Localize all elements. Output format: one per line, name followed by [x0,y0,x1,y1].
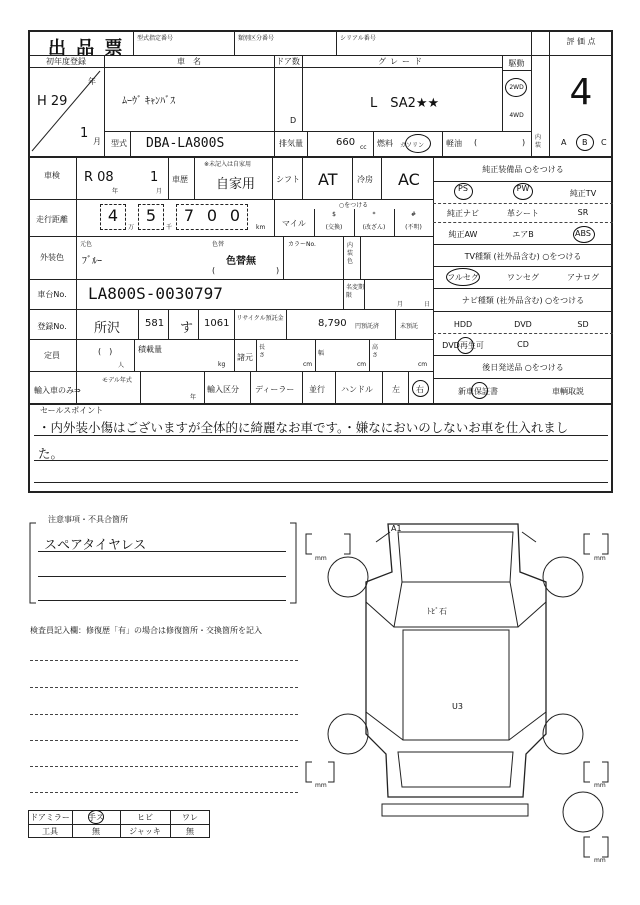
drive-2wd-circle [505,78,527,97]
diagram-mm-1: mm [315,555,327,562]
drive-2wd: 2WD [509,83,524,91]
registration-plate: 1061 [204,318,230,329]
drive-label: 駆動 [508,58,525,68]
diagram-mm-4: mm [594,782,606,789]
inspector-label: 検査員記入欄：修復歴「有」の場合は修復箇所・交換箇所を記入 [30,626,262,635]
color-orig-label: 元色 [80,241,93,248]
registration-city: 所沢 [94,321,121,336]
dims-height: 高さ [372,344,379,359]
mileage-label: 走行距離 [36,215,68,224]
footer-mirror-value: 手ス [88,813,104,822]
interior-label: 内装 [535,134,542,149]
mileage-d5: 0 [229,206,241,225]
import-model-year: モデル年式 [102,377,132,384]
mileage-man: 万 [128,224,135,231]
inspection-value: R 08 [84,170,114,185]
car-name-value: ﾑｰｳﾞ ｷｬﾝﾊﾞｽ [122,96,176,107]
diesel-paren-open: ( [474,138,478,147]
capacity-label: 定員 [44,351,60,360]
mileage-dollar: $ [332,211,336,218]
inspection-label: 車検 [44,171,60,180]
inspection-year: 年 [112,188,119,195]
interior-b-circle [576,134,594,151]
dims-height-cm: cm [418,361,428,368]
history-label: 車歴 [172,175,188,184]
grade-label: グレード [378,57,426,66]
dims-label: 諸元 [237,353,253,362]
car-name-label: 車 名 [177,57,201,66]
history-note: ※未記入は自家用 [204,161,252,168]
equip-aw: 純正AW [448,230,478,239]
fuel-gasoline-circle [405,134,431,153]
ac-label: 冷房 [357,175,373,184]
diagram-u3: U3 [452,702,463,711]
import-year: 年 [190,394,197,401]
disp-label: 排気量 [279,139,303,148]
inspection-month-suffix: 月 [156,188,163,195]
fuel-diesel: 軽油 [446,139,462,148]
recycle-label: リサイクル預託金 [236,315,284,322]
footer-ware: ワレ [182,813,198,822]
footer-mirror: ドアミラー [30,813,70,822]
mileage-d2: 5 [145,206,157,225]
diagram-mm-3: mm [315,782,327,789]
chassis-label: 車台No. [37,290,67,299]
footer-tools-value: 無 [92,827,100,836]
recycle-unpaid: 未預託 [400,323,419,330]
category-label: 類別区分番号 [238,35,275,42]
mileage-swap: (交換) [325,224,343,231]
disp-value: 660 [336,137,356,148]
import-right: 右 [416,385,424,394]
mileage-d4: 0 [206,206,218,225]
drive-4wd: 4WD [509,111,524,119]
import-label: 輸入車のみ⇒ [34,386,81,395]
registration-num: 581 [145,318,165,329]
first-reg-era: H 29 [37,94,68,109]
notes-bracket [28,517,298,607]
import-type: 輸入区分 [207,385,239,394]
import-dealer: ディーラー [255,385,295,394]
mileage-circle-note: ○をつける [338,202,369,209]
equip-leather: 革シート [507,209,539,218]
capacity-person: 人 [118,362,125,369]
mileage-star: * [372,211,376,218]
navi-label: ナビ種類 (社外品含む) ○をつける [461,296,585,305]
color-paren-close: ) [276,266,280,275]
color-repaint-label: 色替 [212,241,225,248]
dims-length-cm: cm [303,361,313,368]
dims-width-cm: cm [357,361,367,368]
colorno-label: カラーNo. [288,241,316,248]
recycle-value: 8,790 [318,318,347,329]
sales-label: セールスポイント [40,406,104,415]
equip-pw-circle [513,183,533,200]
serial-label: シリアル番号 [340,35,376,42]
navi-sd: SD [577,320,589,329]
page-title: 出 品 票 [48,38,125,59]
mileage-tamper: (改ざん) [362,224,386,231]
load-label: 積載量 [138,345,162,354]
diagram-tobi: ﾄﾋﾞ石 [427,607,447,616]
mileage-hash: # [410,211,417,218]
door-value: D [290,116,297,125]
color-paren-open: ( [212,266,216,275]
first-reg-month-suffix: 月 [93,137,101,146]
diagram-mm-5: mm [594,857,606,864]
interior-color-label: 内装色 [347,242,354,265]
car-diagram [298,512,614,867]
navi-dvd: DVD [514,320,532,329]
equip-navi: 純正ナビ [447,209,479,218]
interior-a: A [561,138,567,147]
name-change-month: 月 [397,301,404,308]
registration-kana: す [180,321,194,336]
color-label: 外装色 [40,253,64,262]
equip-sr: SR [577,208,589,217]
equip-airbag: エアB [512,230,534,239]
dims-width: 幅 [318,350,325,357]
sales-line-1: ・内外装小傷はございますが全体的に綺麗なお車です。・嫌なにおいのしないお車を仕入れまし [38,420,569,435]
footer-jack: ジャッキ [129,827,161,836]
mileage-d1: 4 [107,206,119,225]
footer-jack-value: 無 [186,827,194,836]
footer-hibi: ヒビ [137,813,153,822]
capacity-paren: ( ) [98,347,113,356]
mileage-sen: 千 [166,224,173,231]
recycle-unit: 円預託済 [355,323,380,330]
import-left: 左 [392,385,400,394]
equip-tv: 純正TV [569,189,597,198]
score-value: 4 [569,71,593,113]
color-orig: ﾌﾞﾙｰ [82,256,102,267]
later-label: 後日発送品 ○をつける [482,363,564,372]
equip-ps-circle [454,183,473,200]
doors-label: ドア数 [276,57,300,66]
first-reg-label: 初年度登録 [46,57,86,66]
history-value: 自家用 [216,177,256,192]
disp-unit: cc [360,144,367,151]
warranty: 新車保証書 [458,387,498,396]
name-change-day: 日 [424,301,431,308]
import-right-circle [412,380,429,397]
warranty-circle [471,382,488,399]
import-parallel: 並行 [309,385,325,394]
tv-analog: アナログ [567,273,599,282]
grade-value: L SA2★★ [370,96,440,111]
fuel-label: 燃料 [377,139,393,148]
first-reg-month: 1 [80,126,89,141]
tv-fullseg: フルセグ [447,273,479,282]
navi-hdd: HDD [453,320,473,329]
sales-line-2: た。 [38,446,64,461]
equip-label: 純正装備品 ○をつける [482,165,564,174]
footer-mirror-circle [88,810,104,824]
mileage-unknown: (不明) [405,224,422,231]
fuel-gasoline: ガソリン [400,142,425,149]
equip-abs-circle [573,226,595,243]
load-kg: kg [218,361,226,368]
ac-value: AC [398,170,420,189]
tv-fullseg-circle [446,268,480,286]
mileage-km: km [256,224,266,231]
dvd-play: DVD再生可 [442,341,484,350]
tv-label: TV種類 (社外品含む) ○をつける [464,252,582,261]
import-handle: ハンドル [341,385,373,394]
dims-length: 長さ [259,344,266,359]
shift-value: AT [318,170,338,189]
mileage-mile: マイル [282,219,306,228]
footer-tools: 工具 [42,827,58,836]
notes-label: 注意事項・不具合箇所 [48,515,128,524]
shift-label: シフト [276,175,300,184]
model-code-label: 型式指定番号 [137,35,174,42]
interior-b: B [582,138,588,147]
equip-abs: ABS [575,229,591,238]
mileage-d3: 7 [183,206,195,225]
diagram-mm-2: mm [594,555,606,562]
equip-ps: PS [458,184,468,193]
notes-item-1: スペアタイヤレス [44,538,147,553]
interior-c: C [601,138,607,147]
dvd-play-circle [457,337,474,354]
model-value: DBA-LA800S [146,136,225,151]
cd: CD [517,340,529,349]
color-repaint: 色替無 [226,256,256,267]
vehicle-manual: 車輌取説 [552,387,584,396]
inspection-month: 1 [150,170,159,185]
first-reg-year-suffix: 年 [88,77,96,86]
tv-oneseg: ワンセグ [507,273,539,282]
equip-pw: PW [516,184,530,193]
diagram-a1: A1 [391,524,402,533]
diesel-paren-close: ) [522,138,526,147]
registration-label: 登録No. [37,322,67,331]
score-label: 評 価 点 [566,37,596,46]
model-label: 型式 [111,139,127,148]
name-change-label: 名変期限 [346,284,365,299]
chassis-value: LA800S-0030797 [88,284,223,303]
